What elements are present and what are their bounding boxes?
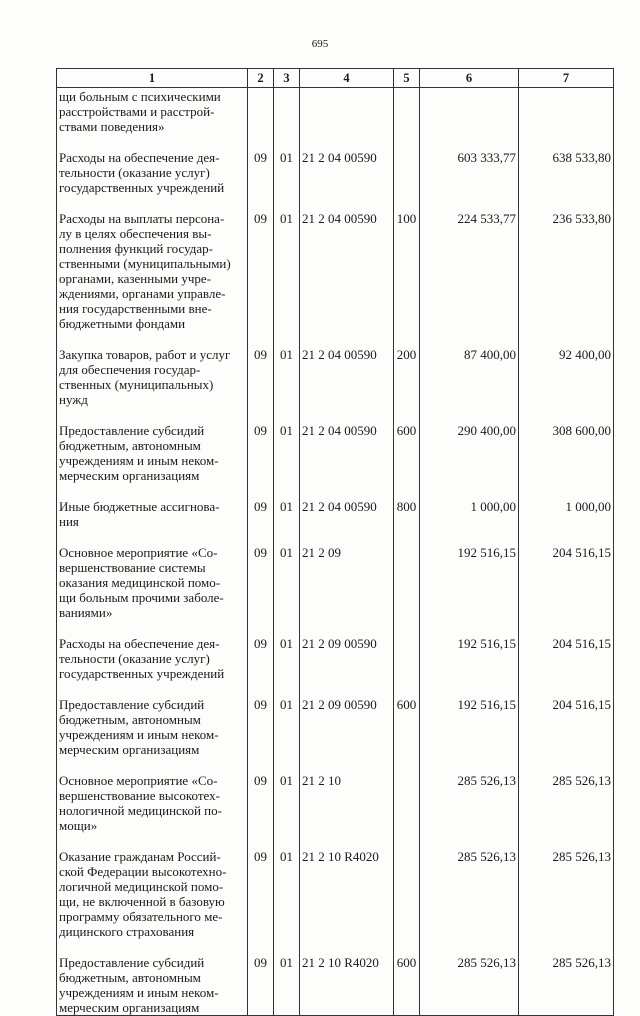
spacer-cell xyxy=(57,331,248,346)
expense-type-cell: 800 xyxy=(394,498,420,529)
row-name-line: бюджетным, автономным xyxy=(59,438,201,453)
spacer-cell xyxy=(57,620,248,635)
spacer-cell xyxy=(300,331,394,346)
amount-year1-cell: 192 516,15 xyxy=(420,696,519,757)
row-name-cell xyxy=(57,696,248,757)
table-row xyxy=(57,149,614,195)
row-name-line: полнения функций государ- xyxy=(59,241,213,256)
target-article-cell: 21 2 10 R4020 xyxy=(300,848,394,939)
expense-type-cell: 600 xyxy=(394,954,420,1016)
spacer-cell xyxy=(248,757,274,772)
target-article-cell: 21 2 09 xyxy=(300,544,394,620)
spacer-cell xyxy=(248,195,274,210)
spacer-cell xyxy=(420,833,519,848)
table-body xyxy=(57,88,614,1016)
row-name-line: бюджетными фондами xyxy=(59,316,186,331)
amount-year2-cell: 308 600,00 xyxy=(519,422,614,483)
amount-year1-cell: 87 400,00 xyxy=(420,346,519,407)
subsection-code-cell: 01 xyxy=(274,544,300,620)
spacer-cell xyxy=(519,483,614,498)
amount-year1-cell: 285 526,13 xyxy=(420,848,519,939)
row-name-line: ния государственными вне- xyxy=(59,301,212,316)
spacer-cell xyxy=(300,939,394,954)
row-name-line: бюджетным, автономным xyxy=(59,970,201,985)
amount-year2-cell: 285 526,13 xyxy=(519,772,614,833)
spacer-cell xyxy=(248,529,274,544)
section-code-cell: 09 xyxy=(248,696,274,757)
amount-year2-cell: 638 533,80 xyxy=(519,149,614,195)
row-name-line: учреждениям и иным неком- xyxy=(59,453,219,468)
expense-type-cell: 600 xyxy=(394,696,420,757)
row-name-line: расстройствами и расстрой- xyxy=(59,104,215,119)
spacer-cell xyxy=(274,757,300,772)
row-name-line: государственных учреждений xyxy=(59,180,225,195)
row-name-line: программу обязательного ме- xyxy=(59,909,223,924)
target-article-cell: 21 2 04 00590 xyxy=(300,346,394,407)
spacer-cell xyxy=(57,407,248,422)
target-article-cell: 21 2 10 R4020 xyxy=(300,954,394,1016)
header-col-7: 7 xyxy=(519,69,614,88)
spacer-cell xyxy=(57,195,248,210)
table-row xyxy=(57,88,614,135)
row-name-cell xyxy=(57,149,248,195)
row-name-line: нологичной медицинской по- xyxy=(59,803,222,818)
row-name-line: органами, казенными учре- xyxy=(59,271,212,286)
table-row xyxy=(57,210,614,331)
row-name-line: учреждениям и иным неком- xyxy=(59,727,219,742)
amount-year1-cell: 290 400,00 xyxy=(420,422,519,483)
target-article-cell: 21 2 04 00590 xyxy=(300,422,394,483)
spacer-cell xyxy=(420,620,519,635)
subsection-code-cell: 01 xyxy=(274,498,300,529)
spacer-cell xyxy=(420,483,519,498)
spacer-cell xyxy=(248,620,274,635)
section-code-cell: 09 xyxy=(248,210,274,331)
expense-type-cell: 100 xyxy=(394,210,420,331)
row-spacer xyxy=(57,833,614,848)
row-name-line: щи, не включенной в базовую xyxy=(59,894,225,909)
row-name-line: бюджетным, автономным xyxy=(59,712,201,727)
spacer-cell xyxy=(274,483,300,498)
row-name-line: щи больным с психическими xyxy=(59,89,221,104)
row-spacer xyxy=(57,939,614,954)
spacer-cell xyxy=(420,939,519,954)
spacer-cell xyxy=(57,833,248,848)
row-name-line: Оказание гражданам Россий- xyxy=(59,849,221,864)
row-name-line: тельности (оказание услуг) xyxy=(59,165,210,180)
row-name-line: мощи» xyxy=(59,818,98,833)
section-code-cell: 09 xyxy=(248,498,274,529)
row-spacer xyxy=(57,134,614,149)
section-code-cell: 09 xyxy=(248,635,274,681)
spacer-cell xyxy=(420,757,519,772)
spacer-cell xyxy=(274,195,300,210)
row-name-line: щи больным прочими заболе- xyxy=(59,590,224,605)
section-code-cell: 09 xyxy=(248,544,274,620)
spacer-cell xyxy=(274,939,300,954)
table-row xyxy=(57,954,614,1016)
expense-type-cell xyxy=(394,88,420,135)
row-name-line: Закупка товаров, работ и услуг xyxy=(59,347,231,362)
row-name-cell xyxy=(57,422,248,483)
table-row xyxy=(57,696,614,757)
amount-year2-cell: 1 000,00 xyxy=(519,498,614,529)
target-article-cell: 21 2 09 00590 xyxy=(300,635,394,681)
spacer-cell xyxy=(519,620,614,635)
header-col-2: 2 xyxy=(248,69,274,88)
section-code-cell xyxy=(248,88,274,135)
row-name-cell xyxy=(57,88,248,135)
section-code-cell: 09 xyxy=(248,149,274,195)
expense-type-cell xyxy=(394,635,420,681)
spacer-cell xyxy=(274,833,300,848)
table-row xyxy=(57,346,614,407)
amount-year1-cell: 285 526,13 xyxy=(420,954,519,1016)
row-name-line: ствами поведения» xyxy=(59,119,165,134)
expense-type-cell xyxy=(394,772,420,833)
row-name-line: Расходы на выплаты персона- xyxy=(59,211,225,226)
subsection-code-cell: 01 xyxy=(274,346,300,407)
spacer-cell xyxy=(394,407,420,422)
row-name-line: Расходы на обеспечение дея- xyxy=(59,636,220,651)
target-article-cell: 21 2 10 xyxy=(300,772,394,833)
target-article-cell: 21 2 04 00590 xyxy=(300,149,394,195)
row-name-cell xyxy=(57,848,248,939)
spacer-cell xyxy=(300,757,394,772)
row-name-line: государственных учреждений xyxy=(59,666,225,681)
section-code-cell: 09 xyxy=(248,954,274,1016)
expense-type-cell: 600 xyxy=(394,422,420,483)
spacer-cell xyxy=(394,620,420,635)
row-name-line: Предоставление субсидий xyxy=(59,955,205,970)
spacer-cell xyxy=(394,681,420,696)
spacer-cell xyxy=(248,331,274,346)
spacer-cell xyxy=(57,529,248,544)
spacer-cell xyxy=(519,134,614,149)
spacer-cell xyxy=(274,620,300,635)
row-name-line: Предоставление субсидий xyxy=(59,423,205,438)
row-name-cell xyxy=(57,210,248,331)
section-code-cell: 09 xyxy=(248,346,274,407)
row-name-cell xyxy=(57,954,248,1016)
row-name-line: оказания медицинской помо- xyxy=(59,575,221,590)
expense-type-cell: 200 xyxy=(394,346,420,407)
row-name-line: мерческим организациям xyxy=(59,1000,200,1015)
spacer-cell xyxy=(394,833,420,848)
spacer-cell xyxy=(420,407,519,422)
header-col-5: 5 xyxy=(394,69,420,88)
spacer-cell xyxy=(420,331,519,346)
expense-type-cell xyxy=(394,544,420,620)
subsection-code-cell: 01 xyxy=(274,422,300,483)
header-col-1: 1 xyxy=(57,69,248,88)
spacer-cell xyxy=(300,529,394,544)
subsection-code-cell: 01 xyxy=(274,848,300,939)
spacer-cell xyxy=(274,407,300,422)
row-spacer xyxy=(57,529,614,544)
spacer-cell xyxy=(519,833,614,848)
subsection-code-cell: 01 xyxy=(274,954,300,1016)
row-name-line: Расходы на обеспечение дея- xyxy=(59,150,220,165)
amount-year1-cell: 192 516,15 xyxy=(420,635,519,681)
table-header-row xyxy=(57,69,614,88)
row-name-line: для обеспечения государ- xyxy=(59,362,201,377)
row-name-line: ждениями, органами управле- xyxy=(59,286,226,301)
row-spacer xyxy=(57,195,614,210)
amount-year1-cell: 224 533,77 xyxy=(420,210,519,331)
row-name-line: вершенствование системы xyxy=(59,560,206,575)
spacer-cell xyxy=(274,134,300,149)
spacer-cell xyxy=(274,331,300,346)
row-name-cell xyxy=(57,772,248,833)
row-name-line: Предоставление субсидий xyxy=(59,697,205,712)
row-name-cell xyxy=(57,498,248,529)
row-name-line: нужд xyxy=(59,392,88,407)
spacer-cell xyxy=(274,529,300,544)
section-code-cell: 09 xyxy=(248,422,274,483)
amount-year1-cell xyxy=(420,88,519,135)
target-article-cell xyxy=(300,88,394,135)
spacer-cell xyxy=(248,939,274,954)
spacer-cell xyxy=(420,195,519,210)
amount-year2-cell: 285 526,13 xyxy=(519,848,614,939)
spacer-cell xyxy=(300,195,394,210)
page-number: 695 xyxy=(311,38,329,50)
row-spacer xyxy=(57,757,614,772)
spacer-cell xyxy=(300,483,394,498)
spacer-cell xyxy=(394,331,420,346)
table-row xyxy=(57,635,614,681)
amount-year1-cell: 192 516,15 xyxy=(420,544,519,620)
target-article-cell: 21 2 09 00590 xyxy=(300,696,394,757)
spacer-cell xyxy=(394,483,420,498)
header-col-6: 6 xyxy=(420,69,519,88)
row-spacer xyxy=(57,407,614,422)
spacer-cell xyxy=(300,134,394,149)
spacer-cell xyxy=(57,134,248,149)
spacer-cell xyxy=(519,195,614,210)
spacer-cell xyxy=(300,620,394,635)
row-name-line: логичной медицинской помо- xyxy=(59,879,224,894)
row-name-line: учреждениям и иным неком- xyxy=(59,985,219,1000)
row-name-line: Основное мероприятие «Со- xyxy=(59,773,218,788)
subsection-code-cell: 01 xyxy=(274,635,300,681)
spacer-cell xyxy=(248,681,274,696)
subsection-code-cell xyxy=(274,88,300,135)
amount-year2-cell: 285 526,13 xyxy=(519,954,614,1016)
spacer-cell xyxy=(57,483,248,498)
row-name-cell xyxy=(57,544,248,620)
subsection-code-cell: 01 xyxy=(274,772,300,833)
amount-year2-cell: 204 516,15 xyxy=(519,544,614,620)
spacer-cell xyxy=(394,134,420,149)
row-name-line: ственных (муниципальных) xyxy=(59,377,214,392)
spacer-cell xyxy=(519,939,614,954)
table-row xyxy=(57,498,614,529)
amount-year2-cell: 92 400,00 xyxy=(519,346,614,407)
expense-type-cell xyxy=(394,149,420,195)
amount-year2-cell: 204 516,15 xyxy=(519,696,614,757)
row-name-line: ской Федерации высокотехно- xyxy=(59,864,227,879)
row-name-line: ния xyxy=(59,514,79,529)
spacer-cell xyxy=(57,939,248,954)
row-name-line: ственными (муниципальными) xyxy=(59,256,231,271)
table-row xyxy=(57,772,614,833)
spacer-cell xyxy=(394,939,420,954)
spacer-cell xyxy=(300,681,394,696)
amount-year2-cell xyxy=(519,88,614,135)
target-article-cell: 21 2 04 00590 xyxy=(300,498,394,529)
spacer-cell xyxy=(420,681,519,696)
spacer-cell xyxy=(420,134,519,149)
row-spacer xyxy=(57,483,614,498)
spacer-cell xyxy=(519,681,614,696)
table-row xyxy=(57,848,614,939)
table-row xyxy=(57,544,614,620)
row-name-line: тельности (оказание услуг) xyxy=(59,651,210,666)
subsection-code-cell: 01 xyxy=(274,696,300,757)
spacer-cell xyxy=(248,483,274,498)
header-col-3: 3 xyxy=(274,69,300,88)
row-spacer xyxy=(57,681,614,696)
subsection-code-cell: 01 xyxy=(274,210,300,331)
row-spacer xyxy=(57,620,614,635)
amount-year1-cell: 603 333,77 xyxy=(420,149,519,195)
header-col-4: 4 xyxy=(300,69,394,88)
spacer-cell xyxy=(519,407,614,422)
row-name-line: Иные бюджетные ассигнова- xyxy=(59,499,220,514)
row-name-line: лу в целях обеспечения вы- xyxy=(59,226,212,241)
spacer-cell xyxy=(248,407,274,422)
section-code-cell: 09 xyxy=(248,848,274,939)
amount-year1-cell: 1 000,00 xyxy=(420,498,519,529)
spacer-cell xyxy=(274,681,300,696)
row-spacer xyxy=(57,331,614,346)
spacer-cell xyxy=(248,134,274,149)
budget-table xyxy=(56,68,614,1016)
spacer-cell xyxy=(519,529,614,544)
spacer-cell xyxy=(420,529,519,544)
spacer-cell xyxy=(248,833,274,848)
amount-year2-cell: 204 516,15 xyxy=(519,635,614,681)
section-code-cell: 09 xyxy=(248,772,274,833)
spacer-cell xyxy=(394,757,420,772)
spacer-cell xyxy=(300,407,394,422)
amount-year1-cell: 285 526,13 xyxy=(420,772,519,833)
spacer-cell xyxy=(519,757,614,772)
table-row xyxy=(57,422,614,483)
expense-type-cell xyxy=(394,848,420,939)
row-name-cell xyxy=(57,346,248,407)
spacer-cell xyxy=(519,331,614,346)
row-name-line: дицинского страхования xyxy=(59,924,195,939)
spacer-cell xyxy=(300,833,394,848)
subsection-code-cell: 01 xyxy=(274,149,300,195)
spacer-cell xyxy=(57,681,248,696)
row-name-line: вершенствование высокотех- xyxy=(59,788,220,803)
row-name-cell xyxy=(57,635,248,681)
spacer-cell xyxy=(57,757,248,772)
target-article-cell: 21 2 04 00590 xyxy=(300,210,394,331)
row-name-line: Основное мероприятие «Со- xyxy=(59,545,218,560)
amount-year2-cell: 236 533,80 xyxy=(519,210,614,331)
row-name-line: мерческим организациям xyxy=(59,742,200,757)
row-name-line: ваниями» xyxy=(59,605,113,620)
row-name-line: мерческим организациям xyxy=(59,468,200,483)
spacer-cell xyxy=(394,195,420,210)
spacer-cell xyxy=(394,529,420,544)
